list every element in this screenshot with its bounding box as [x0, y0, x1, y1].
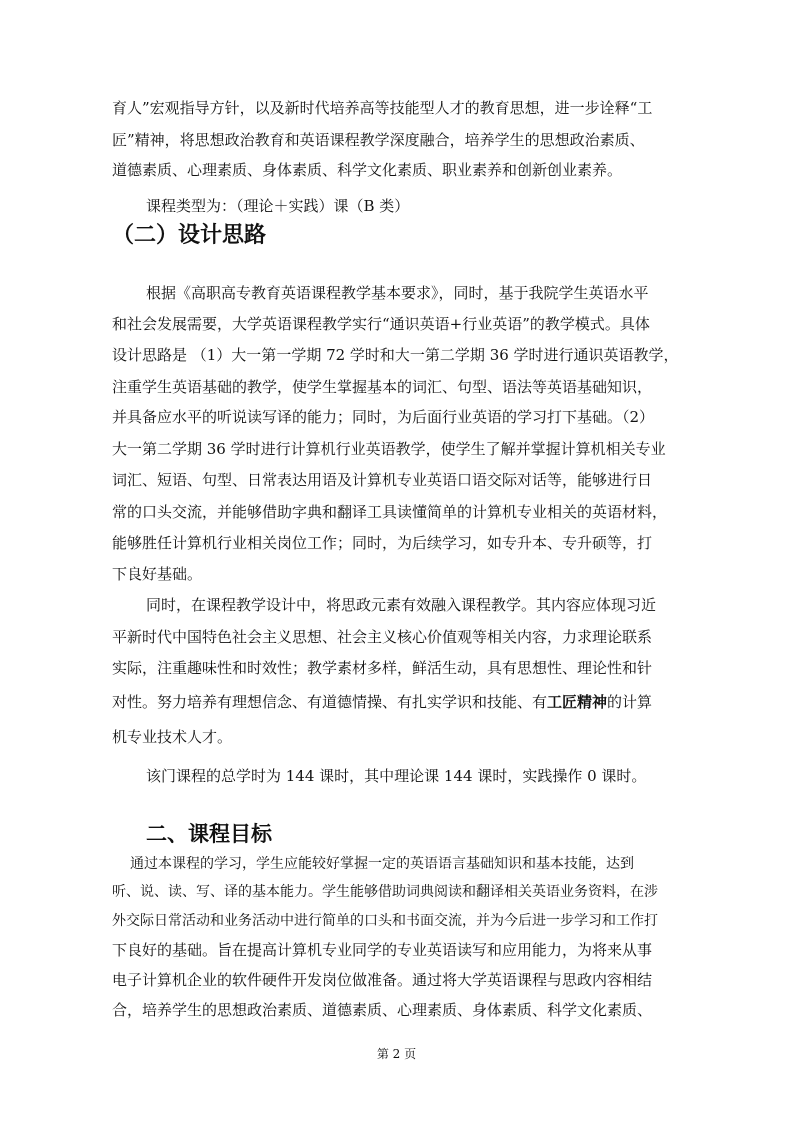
text-line: 注重学生英语基础的教学，使学生掌握基本的词汇、句型、语法等英语基础知识， [112, 378, 653, 396]
text-line: 并具备应水平的听说读写译的能力；同时，为后面行业英语的学习打下基础。（2） [112, 408, 655, 426]
text-line: 能够胜任计算机行业相关岗位工作；同时，为后续学习，如专升本、专升硕等，打 [112, 534, 653, 552]
text-line: 合，培养学生的思想政治素质、道德素质、心理素质、身体素质、科学文化素质、 [112, 1001, 653, 1019]
text-line: 匠”精神，将思想政治教育和英语课程教学深度融合，培养学生的思想政治素质、 [112, 131, 645, 149]
text-line: 常的口头交流，并能够借助字典和翻译工具读懂简单的计算机专业相关的英语材料， [112, 503, 668, 521]
text-line: 通过本课程的学习，学生应能较好掌握一定的英语语言基础知识和基本技能，达到 [130, 856, 634, 872]
text-line: 下良好基础。 [112, 565, 203, 583]
text-line: 电子计算机企业的软件硬件开发岗位做准备。通过将大学英语课程与思政内容相结 [112, 971, 653, 989]
text-line [112, 692, 652, 712]
text-line: 外交际日常活动和业务活动中进行简单的口头和书面交流，并为今后进一步学习和工作打 [112, 913, 658, 929]
section-heading-goals: 二、课程目标 [146, 822, 272, 846]
text-line: 词汇、短语、句型、日常表达用语及计算机专业英语口语交际对话等，能够进行日 [112, 471, 653, 489]
section-heading-design: （二）设计思路 [112, 223, 267, 248]
text-line: 和社会发展需要，大学英语课程教学实行“通识英语+行业英语”的教学模式。具体 [112, 315, 650, 333]
text-line: 大一第二学期 36 学时进行计算机行业英语教学，使学生了解并掌握计算机相关专业 [112, 440, 666, 458]
page-number: 第 2 页 [376, 1047, 417, 1061]
text-line: 根据《高职高专教育英语课程教学基本要求》，同时，基于我院学生英语水平 [146, 284, 649, 302]
text-line: 道德素质、心理素质、身体素质、科学文化素质、职业素养和创新创业素养。 [112, 161, 623, 179]
text-line: 听、说、读、写、译的基本能力。学生能够借助词典阅读和翻译相关英语业务资料，在涉 [112, 884, 658, 900]
emphasis-craftsman-spirit: 工匠精神 [547, 693, 608, 711]
total-hours: 该门课程的总学时为 144 课时，其中理论课 144 课时，实践操作 0 课时。 [146, 767, 647, 785]
text-line: 育人”宏观指导方针，以及新时代培养高等技能型人才的教育思想，进一步诠释“工 [112, 99, 653, 117]
text-line: 平新时代中国特色社会主义思想、社会主义核心价值观等相关内容，力求理论联系 [112, 628, 653, 646]
text-run: 对性。努力培养有理想信念、有道德情操、有扎实学识和技能、有 [112, 693, 548, 711]
text-line: 实际，注重趣味性和时效性；教学素材多样，鲜活生动，具有思想性、理论性和针 [112, 659, 653, 677]
text-line: 同时，在课程教学设计中，将思政元素有效融入课程教学。其内容应体现习近 [146, 596, 657, 614]
course-type: 课程类型为：（理论＋实践）课（B 类） [146, 197, 410, 215]
text-line: 设计思路是 （1）大一第一学期 72 学时和大一第二学期 36 学时进行通识英语教学， [112, 346, 679, 364]
text-run: 的计算 [607, 693, 653, 711]
text-line: 下良好的基础。旨在提高计算机专业同学的专业英语读写和应用能力，为将来从事 [112, 941, 653, 959]
text-line: 机专业技术人才。 [112, 728, 233, 746]
